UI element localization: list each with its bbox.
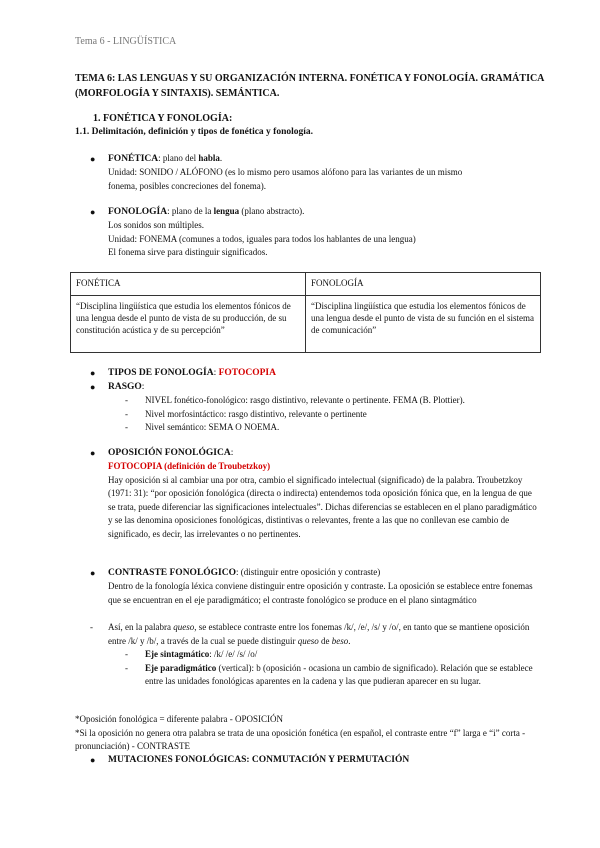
table-cell-fonetica: “Disciplina lingüística que estudia los elementos fónicos de una lengua desde el punto de vista de su producción, de su constitución acústica y de su percepción” bbox=[71, 296, 306, 353]
queso-example: - Así, en la palabra queso, se establece contraste entre los fonemas /k/, /e/, /s/ y /o/, en tanto que se mantiene oposición entre /k/ y /b/, a través de la cual se puede distinguir queso de beso. bbox=[90, 622, 530, 646]
tipos-bullet bbox=[90, 366, 276, 380]
fonologia-bullet bbox=[90, 205, 528, 260]
table-cell-fonologia: “Disciplina lingüística que estudia los elementos fónicos de una lengua desde el punto de vista de su función en el sistema de comunicación” bbox=[306, 296, 541, 353]
fonologia-text-end: (plano abstracto). bbox=[239, 206, 305, 216]
queso-text-b: , se establece contraste entre los fonemas /k/, /e/, /s/ y /o/, en tanto que se mantiene oposición entre /k/ y /b/, a través de la cual se puede distinguir bbox=[108, 622, 530, 646]
comparison-table bbox=[70, 272, 541, 353]
table-row bbox=[71, 296, 541, 353]
oposicion-fotocopia: FOTOCOPIA (definición de Troubetzkoy) bbox=[108, 461, 271, 471]
mutaciones-label: MUTACIONES FONOLÓGICAS: CONMUTACIÓN Y PERMUTACIÓN bbox=[108, 755, 410, 765]
fonetica-term: FONÉTICA bbox=[108, 154, 159, 164]
lengua-word: lengua bbox=[213, 206, 240, 216]
queso-word: queso bbox=[173, 622, 195, 632]
queso-text-f: . bbox=[348, 635, 351, 646]
rasgo-list bbox=[125, 394, 545, 435]
bullet-icon: ● bbox=[90, 368, 96, 378]
mutaciones-bullet bbox=[90, 753, 410, 767]
tipos-label: TIPOS DE FONOLOGÍA bbox=[108, 368, 214, 378]
eje-list bbox=[125, 648, 535, 689]
running-header: Tema 6 - LINGÜÍSTICA bbox=[75, 36, 177, 47]
rasgo-item-text: Nivel morfosintáctico: rasgo distintivo, relevante o pertinente bbox=[145, 408, 367, 419]
table-header-row bbox=[71, 273, 541, 296]
rasgo-label: RASGO bbox=[108, 382, 142, 392]
list-item: - Nivel semántico: SEMA O NOEMA. bbox=[125, 422, 280, 432]
bullet-icon: ● bbox=[90, 382, 96, 392]
subsection-heading-1-1: 1.1. Delimitación, definición y tipos de fonética y fonología. bbox=[75, 127, 314, 137]
oposicion-text: Hay oposición si al cambiar una por otra, cambio el significado intelectual (significado) de la palabra. Troubetzkoy (1971: 31): “por oposición fonológica (directa o indirecta) entendemos toda oposición fónica que, en la lengua de que se trata, puede diferenciar las significaciones intelectuales”. Dichas diferencias se establecen en el plano paradigmático y se las denomina oposiciones fonológicas, distintivas o relevantes, frente a las que no conllevan ese cambio de significado, es decir, las irrelevantes o no pertinentes. bbox=[108, 474, 537, 539]
note-1: *Oposición fonológica = diferente palabra - OPOSICIÓN bbox=[75, 714, 284, 724]
rasgo-item-text: NIVEL fonético-fonológico: rasgo distintivo, relevante o pertinente. FEMA (B. Plottier). bbox=[145, 395, 465, 405]
list-item: - Nivel morfosintáctico: rasgo distintivo, relevante o pertinente bbox=[125, 408, 367, 419]
fonologia-line-4: El fonema sirve para distinguir significados. bbox=[108, 247, 268, 257]
section-heading-1: 1. FONÉTICA Y FONOLOGÍA: bbox=[93, 113, 233, 124]
list-item: - Eje sintagmático: /k/ /e/ /s/ /o/ bbox=[125, 649, 258, 659]
queso-word-2: queso bbox=[297, 635, 319, 646]
eje-paradigmatico-label: Eje paradigmático bbox=[145, 662, 217, 673]
eje-sintagmatico-label: Eje sintagmático bbox=[145, 649, 210, 659]
list-item: - NIVEL fonético-fonológico: rasgo distintivo, relevante o pertinente. FEMA (B. Plottier). bbox=[125, 395, 465, 405]
fonetica-unit-line: Unidad: SONIDO / ALÓFONO (es lo mismo pero usamos alófono para las variantes de un mismo bbox=[108, 167, 463, 177]
contraste-text: Dentro de la fonología léxica conviene distinguir entre oposición y contraste. La oposición se establece entre fonemas que se encuentran en el eje paradigmático; el contraste fonológico se produce en el plano sintagmático bbox=[108, 581, 533, 605]
rasgo-colon: : bbox=[141, 382, 145, 392]
contraste-label: CONTRASTE FONOLÓGICO bbox=[108, 568, 237, 578]
fonologia-term: FONOLOGÍA bbox=[108, 207, 168, 217]
tipos-colon: : bbox=[213, 368, 219, 378]
fonetica-unit-line-cont: fonema, posibles concreciones del fonema). bbox=[108, 180, 266, 191]
rasgo-bullet bbox=[90, 380, 145, 394]
list-item: - Eje paradigmático (vertical): b (oposición - ocasiona un cambio de significado). Relación que se establece entre las unidades fonológicas aparentes en la cadena y las que pudieran aparecer en su lugar. bbox=[125, 662, 533, 686]
fonologia-line-2: Los sonidos son múltiples. bbox=[108, 220, 205, 230]
fonetica-text-end: . bbox=[219, 153, 223, 163]
contraste-subtitle: : (distinguir entre oposición y contraste) bbox=[236, 567, 381, 577]
queso-text-a: Así, en la palabra bbox=[108, 622, 174, 632]
bullet-icon: ● bbox=[90, 568, 96, 578]
bullet-icon: ● bbox=[90, 448, 96, 458]
fonetica-text: : plano del bbox=[158, 153, 199, 163]
oposicion-bullet bbox=[90, 446, 538, 541]
queso-text-d: de bbox=[318, 635, 332, 646]
notes bbox=[75, 713, 545, 754]
oposicion-label: OPOSICIÓN FONOLÓGICA bbox=[108, 448, 231, 458]
bullet-icon: ● bbox=[90, 207, 96, 217]
bullet-icon: ● bbox=[90, 154, 96, 164]
oposicion-colon: : bbox=[230, 448, 234, 458]
note-2: *Si la oposición no genera otra palabra se trata de una oposición fonética (en español, el contraste entre “f” larga e “i” corta - pronunciación) - CONTRASTE bbox=[75, 727, 526, 751]
contraste-bullet bbox=[90, 566, 538, 607]
beso-word: beso bbox=[331, 635, 349, 646]
table-header-fonologia: FONOLOGÍA bbox=[306, 273, 541, 296]
eje-paradigmatico-text: (vertical): b (oposición - ocasiona un cambio de significado). Relación que se establece entre las unidades fonológicas aparentes en la cadena y las que pudieran aparecer en su lugar. bbox=[145, 662, 533, 686]
table-header-fonetica: FONÉTICA bbox=[71, 273, 306, 296]
eje-sintagmatico-text: : /k/ /e/ /s/ /o/ bbox=[209, 649, 258, 659]
fonologia-text: : plano de la bbox=[167, 206, 214, 216]
bullet-icon: ● bbox=[90, 755, 96, 765]
fonetica-bullet bbox=[90, 152, 528, 193]
document-title: TEMA 6: LAS LENGUAS Y SU ORGANIZACIÓN INTERNA. FONÉTICA Y FONOLOGÍA. GRAMÁTICA (MORFOLOGÍA Y SINTAXIS). SEMÁNTICA. bbox=[75, 73, 544, 99]
tipos-fotocopia: FOTOCOPIA bbox=[218, 368, 276, 378]
habla-word: habla bbox=[198, 153, 220, 163]
rasgo-item-text: Nivel semántico: SEMA O NOEMA. bbox=[145, 422, 280, 432]
fonologia-line-3: Unidad: FONEMA (comunes a todos, iguales para todos los hablantes de una lengua) bbox=[108, 233, 416, 244]
